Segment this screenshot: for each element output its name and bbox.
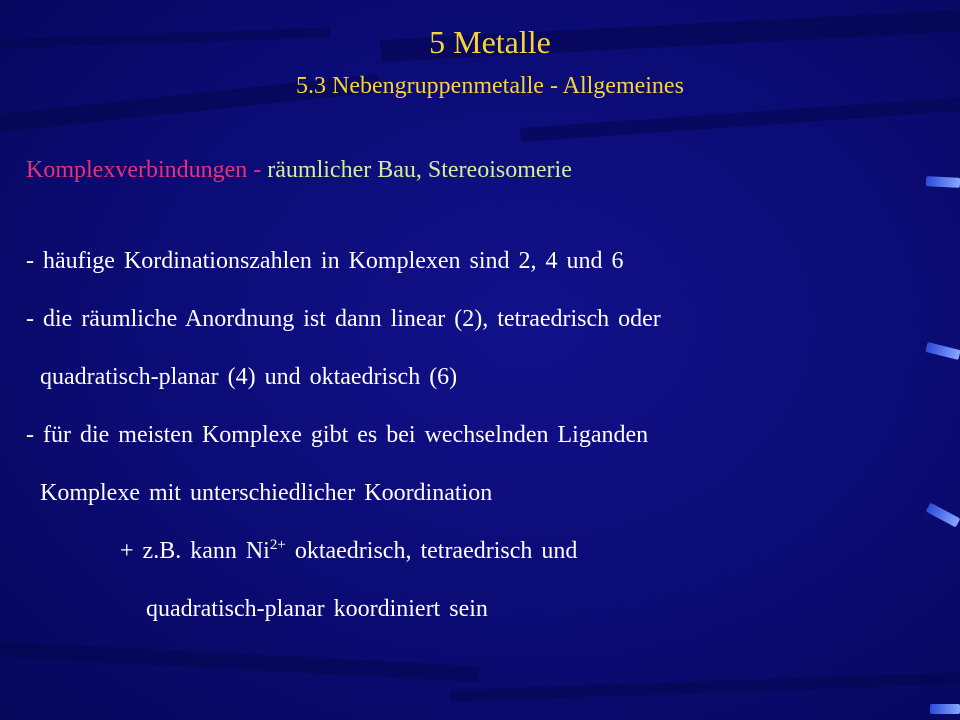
example-text-before: + z.B. kann Ni — [120, 538, 270, 564]
heading-topic: Komplexverbindungen - — [26, 157, 268, 183]
ion-charge: 2+ — [269, 537, 286, 553]
body-line: - häufige Kordinationszahlen in Komplexen sind 2, 4 und 6 — [26, 248, 624, 274]
example-text-after: oktaedrisch, tetraedrisch und — [285, 538, 578, 564]
slide-subtitle: 5.3 Nebengruppenmetalle - Allgemeines — [296, 73, 684, 99]
heading-subtopic: räumlicher Bau, Stereoisomerie — [267, 157, 572, 183]
slide-decoration-bar — [926, 176, 960, 188]
background-streak — [450, 671, 960, 702]
background-streak — [0, 640, 479, 682]
example-continuation: quadratisch-planar koordiniert sein — [146, 596, 488, 622]
body-line: Komplexe mit unterschiedlicher Koordination — [40, 480, 493, 506]
section-heading — [26, 154, 572, 186]
slide-decoration-bar — [930, 704, 960, 714]
body-line: quadratisch-planar (4) und oktaedrisch (6) — [40, 364, 458, 390]
example-line — [120, 535, 577, 567]
body-line: - für die meisten Komplexe gibt es bei wechselnden Liganden — [26, 422, 649, 448]
slide-title: 5 Metalle — [429, 24, 551, 60]
body-line: - die räumliche Anordnung ist dann linear (2), tetraedrisch oder — [26, 306, 661, 332]
